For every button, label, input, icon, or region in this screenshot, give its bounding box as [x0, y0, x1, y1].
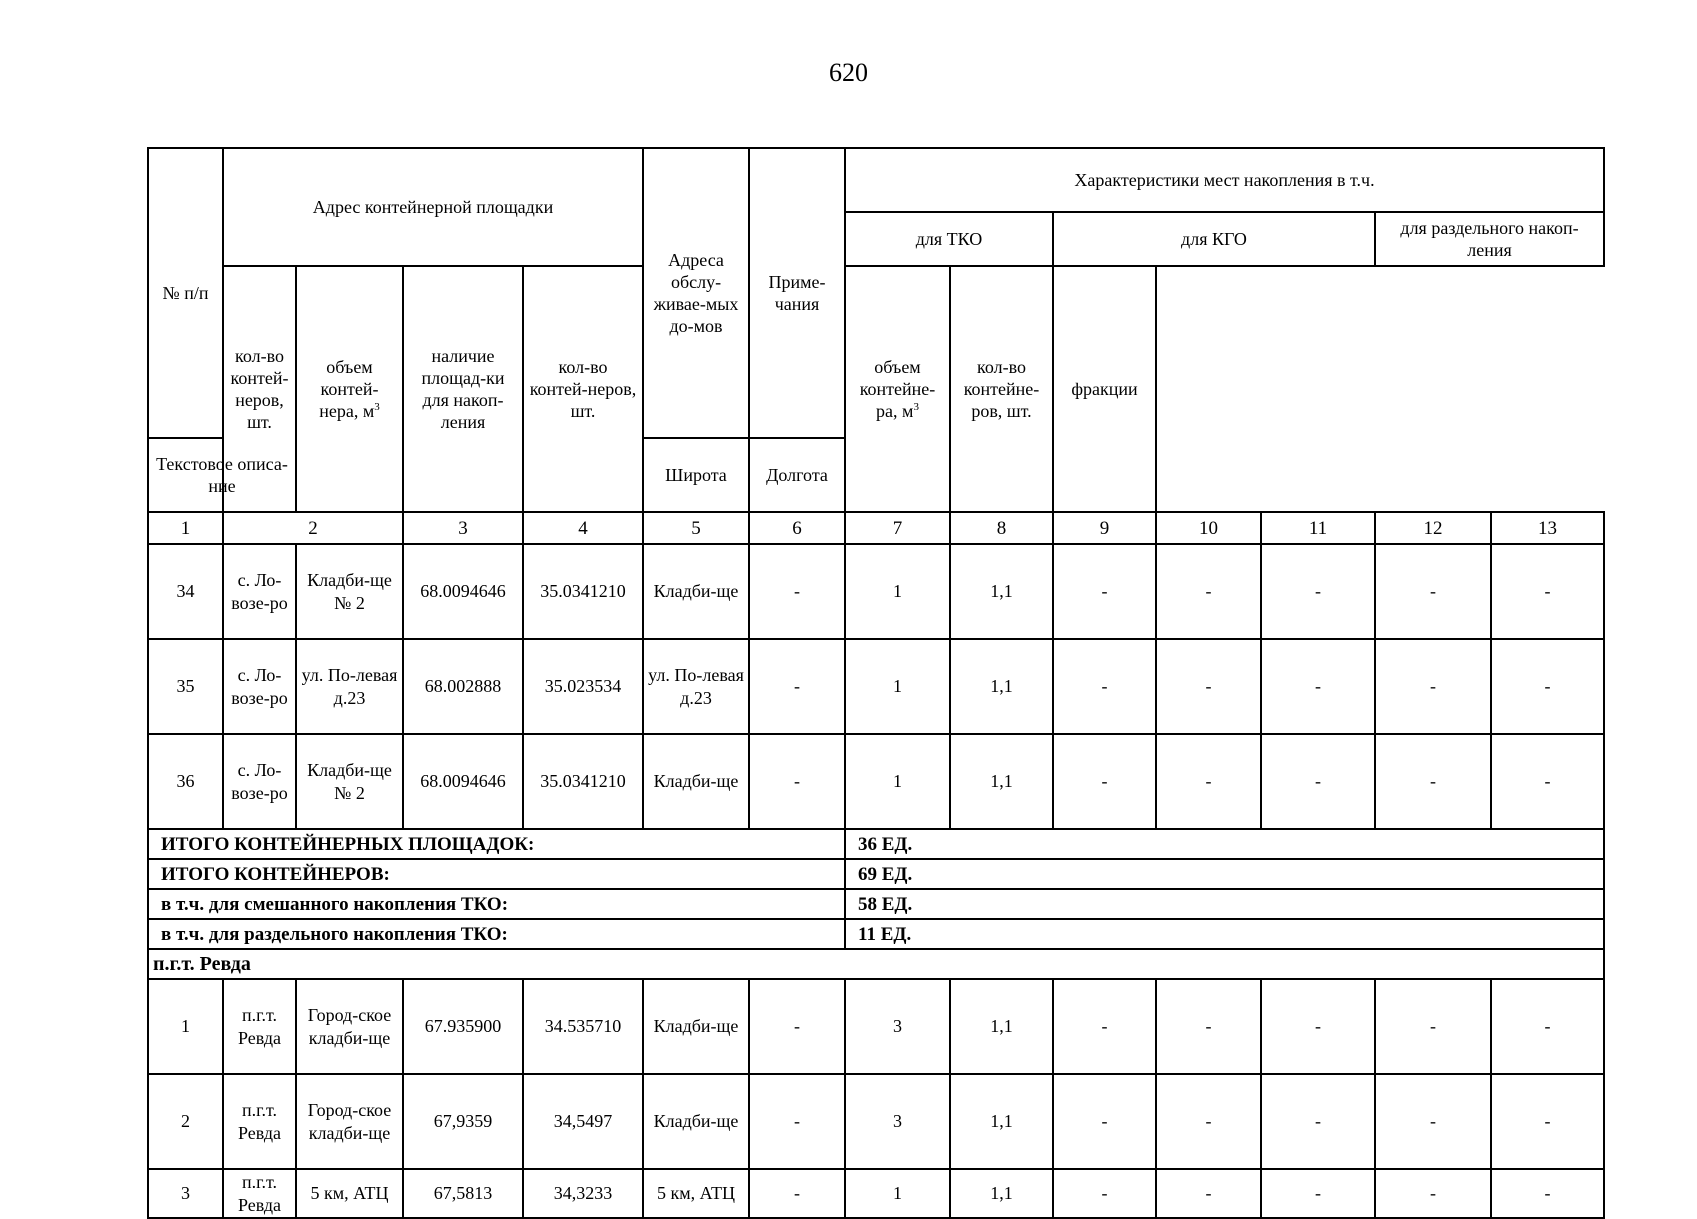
row-kgo-count: - [1156, 1169, 1261, 1218]
row-locality: п.г.т. Ревда [223, 979, 296, 1074]
col-index: 7 [845, 512, 950, 544]
header-num: № п/п [148, 148, 223, 438]
row-tko-volume: 1,1 [950, 734, 1053, 829]
row-locality: с. Ло-возе-ро [223, 544, 296, 639]
row-latitude: 68.0094646 [403, 734, 523, 829]
header-sep-fractions: фракции [1053, 266, 1156, 512]
row-sep-fractions: - [1491, 1074, 1604, 1169]
row-sep-count: - [1375, 1169, 1491, 1218]
section-row [148, 949, 1604, 979]
total-label: в т.ч. для раздельного накопления ТКО: [148, 919, 845, 949]
row-number: 34 [148, 544, 223, 639]
row-locality: п.г.т. Ревда [223, 1169, 296, 1218]
row-tko-volume: 1,1 [950, 544, 1053, 639]
header-address: Адрес контейнерной площадки [223, 148, 643, 266]
container-sites-table [147, 147, 1605, 1219]
row-description: Кладби-ще № 2 [296, 734, 403, 829]
row-sep-count: - [1375, 1074, 1491, 1169]
total-label: ИТОГО КОНТЕЙНЕРНЫХ ПЛОЩАДОК: [148, 829, 845, 859]
row-kgo-count: - [1156, 1074, 1261, 1169]
header-kgo-site: наличие площад-ки для накоп-ления [403, 266, 523, 512]
row-notes: - [749, 1074, 845, 1169]
header-kgo-count: кол-во контей-неров, шт. [523, 266, 643, 512]
col-index: 5 [643, 512, 749, 544]
row-longitude: 35.0341210 [523, 544, 643, 639]
header-kgo: для КГО [1053, 212, 1375, 266]
total-value: 58 ЕД. [845, 889, 1604, 919]
table-row [148, 1074, 1604, 1169]
row-tko-count: 1 [845, 544, 950, 639]
row-served-address: Кладби-ще [643, 979, 749, 1074]
table-row [148, 544, 1604, 639]
row-sep-fractions: - [1491, 979, 1604, 1074]
row-served-address: ул. По-левая д.23 [643, 639, 749, 734]
col-index: 13 [1491, 512, 1604, 544]
table-row [148, 1169, 1604, 1218]
row-longitude: 35.023534 [523, 639, 643, 734]
row-tko-volume: 1,1 [950, 1074, 1053, 1169]
row-number: 3 [148, 1169, 223, 1218]
row-notes: - [749, 979, 845, 1074]
row-latitude: 67.935900 [403, 979, 523, 1074]
row-number: 1 [148, 979, 223, 1074]
header-tko-count: кол-во контей-неров, шт. [223, 266, 296, 512]
row-tko-volume: 1,1 [950, 1169, 1053, 1218]
row-kgo-volume: - [1261, 544, 1375, 639]
row-kgo-volume: - [1261, 979, 1375, 1074]
row-sep-fractions: - [1491, 544, 1604, 639]
column-index-row [148, 512, 1604, 544]
row-kgo-volume: - [1261, 734, 1375, 829]
row-kgo-site: - [1053, 544, 1156, 639]
row-description: 5 км, АТЦ [296, 1169, 403, 1218]
header-served: Адреса обслу-живае-мых до-мов [643, 148, 749, 438]
row-sep-count: - [1375, 734, 1491, 829]
row-tko-count: 1 [845, 639, 950, 734]
page-number: 620 [829, 58, 868, 87]
row-tko-count: 3 [845, 979, 950, 1074]
table-row [148, 734, 1604, 829]
section-title: п.г.т. Ревда [148, 949, 1604, 979]
col-index: 6 [749, 512, 845, 544]
row-kgo-site: - [1053, 639, 1156, 734]
col-index: 3 [403, 512, 523, 544]
header-characteristics: Характеристики мест накопления в т.ч. [845, 148, 1604, 212]
row-notes: - [749, 639, 845, 734]
row-sep-count: - [1375, 544, 1491, 639]
row-served-address: Кладби-ще [643, 1074, 749, 1169]
row-kgo-site: - [1053, 1169, 1156, 1218]
header-sep-count: кол-во контейне-ров, шт. [950, 266, 1053, 512]
row-longitude: 35.0341210 [523, 734, 643, 829]
col-index: 11 [1261, 512, 1375, 544]
table-row [148, 639, 1604, 734]
row-sep-fractions: - [1491, 1169, 1604, 1218]
row-sep-count: - [1375, 639, 1491, 734]
total-row [148, 889, 1604, 919]
total-label: в т.ч. для смешанного накопления ТКО: [148, 889, 845, 919]
header-separate: для раздельного накоп-ления [1375, 212, 1604, 266]
row-sep-count: - [1375, 979, 1491, 1074]
row-latitude: 67,9359 [403, 1074, 523, 1169]
row-tko-volume: 1,1 [950, 639, 1053, 734]
row-number: 2 [148, 1074, 223, 1169]
row-served-address: Кладби-ще [643, 734, 749, 829]
table-body [148, 148, 1604, 1218]
header-text-desc: Текстовое описа-ние [148, 438, 296, 512]
row-latitude: 68.0094646 [403, 544, 523, 639]
row-number: 36 [148, 734, 223, 829]
row-tko-volume: 1,1 [950, 979, 1053, 1074]
row-kgo-site: - [1053, 979, 1156, 1074]
col-index: 10 [1156, 512, 1261, 544]
header-kgo-volume: объем контейне-ра, $м^3$ [845, 266, 950, 512]
row-sep-fractions: - [1491, 734, 1604, 829]
col-index: 9 [1053, 512, 1156, 544]
total-row [148, 829, 1604, 859]
row-kgo-volume: - [1261, 1074, 1375, 1169]
row-longitude: 34,3233 [523, 1169, 643, 1218]
row-longitude: 34,5497 [523, 1074, 643, 1169]
row-latitude: 67,5813 [403, 1169, 523, 1218]
table-row [148, 979, 1604, 1074]
row-notes: - [749, 1169, 845, 1218]
row-kgo-count: - [1156, 544, 1261, 639]
header-notes: Приме-чания [749, 148, 845, 438]
row-kgo-volume: - [1261, 639, 1375, 734]
header-lat: Широта [643, 438, 749, 512]
total-label: ИТОГО КОНТЕЙНЕРОВ: [148, 859, 845, 889]
row-number: 35 [148, 639, 223, 734]
row-served-address: Кладби-ще [643, 544, 749, 639]
row-notes: - [749, 734, 845, 829]
row-kgo-count: - [1156, 734, 1261, 829]
row-description: Кладби-ще № 2 [296, 544, 403, 639]
row-locality: п.г.т. Ревда [223, 1074, 296, 1169]
row-kgo-count: - [1156, 979, 1261, 1074]
total-row [148, 859, 1604, 889]
row-latitude: 68.002888 [403, 639, 523, 734]
total-value: 69 ЕД. [845, 859, 1604, 889]
row-kgo-site: - [1053, 734, 1156, 829]
row-locality: с. Ло-возе-ро [223, 734, 296, 829]
total-value: 36 ЕД. [845, 829, 1604, 859]
row-kgo-site: - [1053, 1074, 1156, 1169]
row-description: Город-ское кладби-ще [296, 1074, 403, 1169]
row-tko-count: 1 [845, 734, 950, 829]
header-lon: Долгота [749, 438, 845, 512]
row-kgo-count: - [1156, 639, 1261, 734]
row-description: ул. По-левая д.23 [296, 639, 403, 734]
row-notes: - [749, 544, 845, 639]
row-sep-fractions: - [1491, 639, 1604, 734]
total-row [148, 919, 1604, 949]
header-tko-volume: объем контей-нера, $м^3$ [296, 266, 403, 512]
col-index: 8 [950, 512, 1053, 544]
row-locality: с. Ло-возе-ро [223, 639, 296, 734]
row-served-address: 5 км, АТЦ [643, 1169, 749, 1218]
row-tko-count: 1 [845, 1169, 950, 1218]
header-tko: для ТКО [845, 212, 1053, 266]
col-index: 2 [223, 512, 403, 544]
row-longitude: 34.535710 [523, 979, 643, 1074]
col-index: 4 [523, 512, 643, 544]
row-description: Город-ское кладби-ще [296, 979, 403, 1074]
row-kgo-volume: - [1261, 1169, 1375, 1218]
col-index: 12 [1375, 512, 1491, 544]
row-tko-count: 3 [845, 1074, 950, 1169]
total-value: 11 ЕД. [845, 919, 1604, 949]
col-index: 1 [148, 512, 223, 544]
